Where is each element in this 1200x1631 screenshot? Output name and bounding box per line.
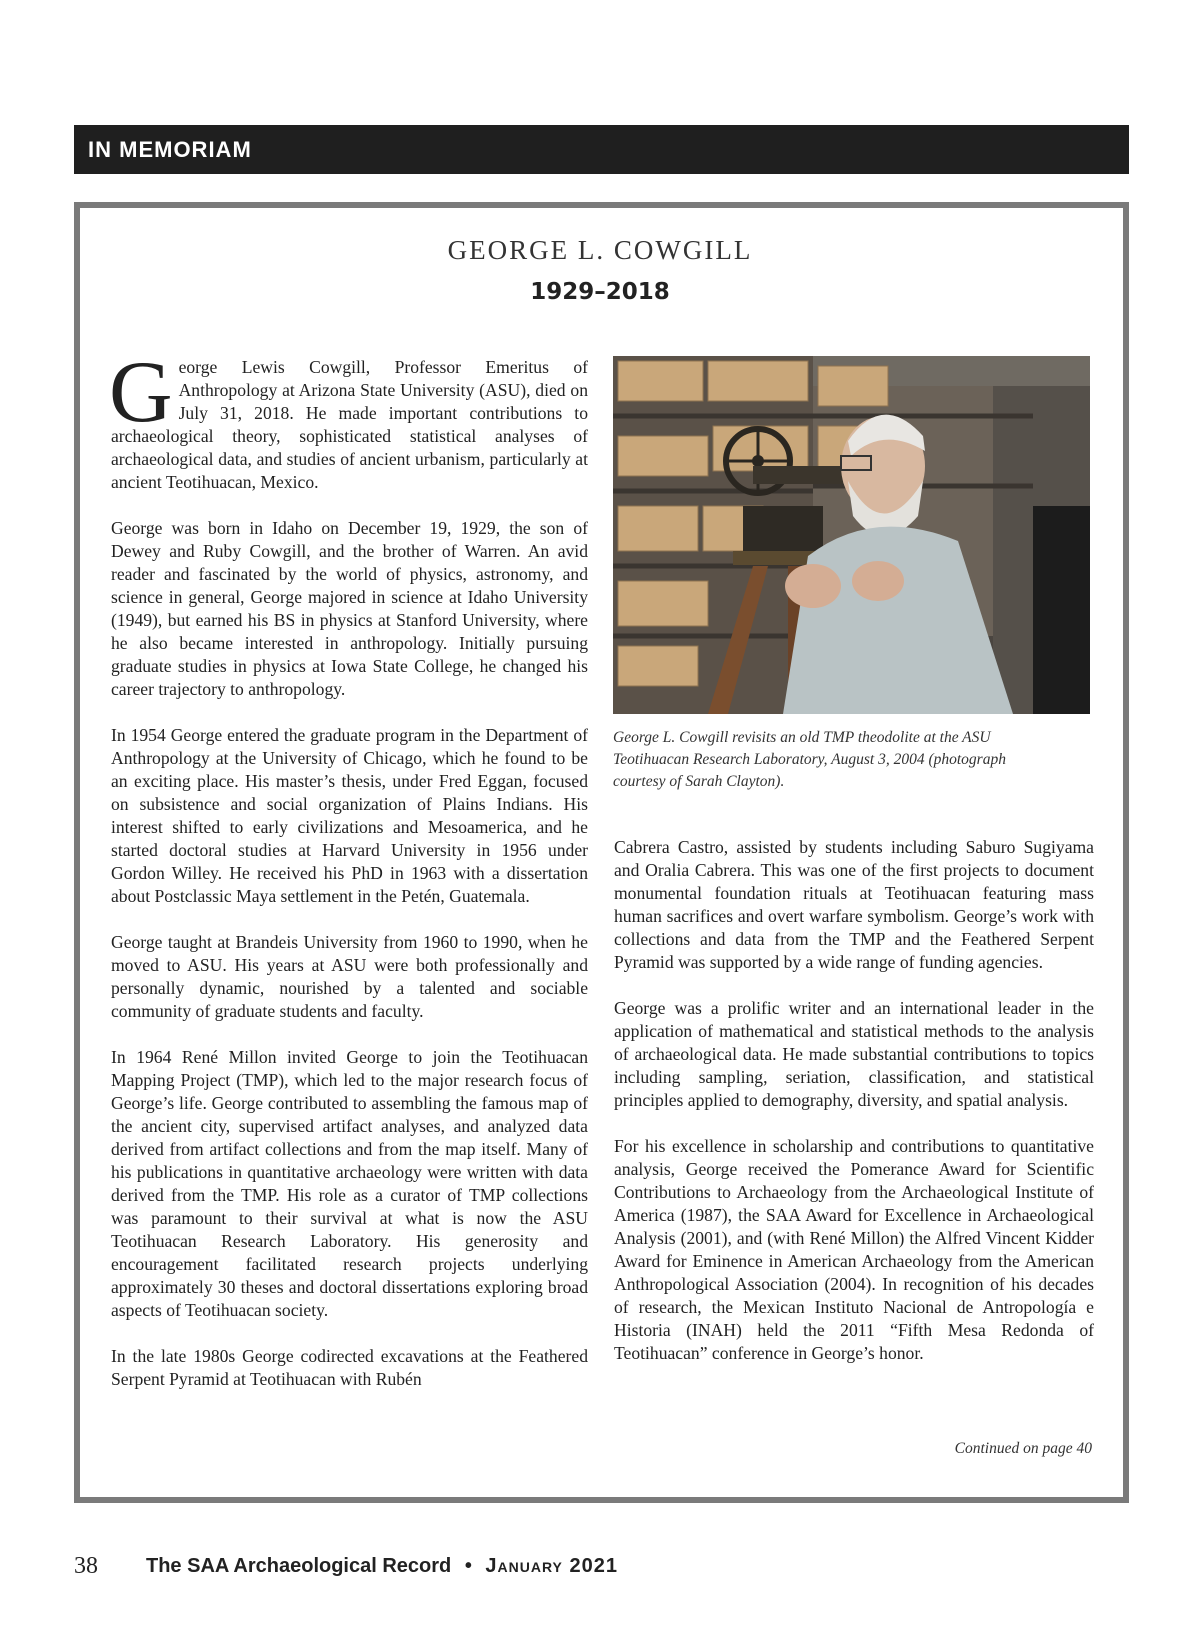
intro-paragraph [109, 344, 588, 494]
continued-note: Continued on page 40 [954, 1440, 1092, 1457]
life-years: 1929–2018 [530, 279, 670, 305]
body-paragraph: In the late 1980s George codirected excavations at the Feathered Serpent Pyramid at Teotihuacan with Rubén [111, 1346, 588, 1389]
issue-date: January 2021 [485, 1555, 618, 1577]
body-paragraph: George was born in Idaho on December 19, 1929, the son of Dewey and Ruby Cowgill, and the brother of Warren. An avid reader and fascinated by the world of physics, astronomy, and science in general, George majored in science at Idaho University (1949), but earned his BS in physics at Stanford University, where he also became interested in anthropology. Initially pursuing graduate studies in physics at Iowa State College, he changed his career trajectory to anthropology. [111, 518, 588, 699]
photo-illustration [613, 356, 1090, 714]
body-paragraph: In 1954 George entered the graduate program in the Department of Anthropology at the University of Chicago, which he found to be an exciting place. His master’s thesis, under Fred Eggan, focused on subsistence and social organization of Plains Indians. His interest shifted to early civilizations and Mesoamerica, and he started doctoral studies at Harvard University in 1956 under Gordon Willey. He received his PhD in 1963 with a dissertation about Postclassic Maya settlement in the Petén, Guatemala. [111, 725, 588, 906]
drop-cap: G [109, 344, 173, 441]
body-paragraph: Cabrera Castro, assisted by students including Saburo Sugiyama and Oralia Cabrera. This was one of the first projects to document monumental foundation rituals at Teotihuacan featuring mass human sacrifices and overt warfare symbolism. George’s work with collections and data from the TMP and the Feathered Serpent Pyramid was supported by a wide range of funding agencies. [614, 837, 1094, 972]
journal-name: The SAA Archaeological Record [146, 1555, 452, 1577]
body-paragraph: In 1964 René Millon invited George to join the Teotihuacan Mapping Project (TMP), which led to the major research focus of George’s life. George contributed to assembling the famous map of the ancient city, supervised artifact analyses, and analyzed data derived from artifact collections and from the map itself. Many of his publications in quantitative archaeology were written with data derived from the TMP. His role as a curator of TMP collections was paramount to their survival at what is now the ASU Teotihuacan Research Laboratory. His generosity and encouragement facilitated research projects underlying approximately 30 theses and doctoral dissertations exploring broad aspects of Teotihuacan society. [111, 1047, 588, 1320]
intro-text: eorge Lewis Cowgill, Professor Emeritus of Anthropology at Arizona State University (ASU), died on July 31, 2018. He made important contributions to archaeological theory, sophisticated statistical analyses of archaeological data, and studies of ancient urbanism, particularly at ancient Teotihuacan, Mexico. [111, 357, 588, 492]
body-paragraph: For his excellence in scholarship and contributions to quantitative analysis, George received the Pomerance Award for Scientific Contributions to Archaeology from the Archaeological Institute of America (1987), the SAA Award for Excellence in Archaeological Analysis (2001), and (with René Millon) the Alfred Vincent Kidder Award for Eminence in American Archaeology from the American Anthropological Association (2004). In recognition of his decades of research, the Mexican Instituto Nacional de Antropología e Historia (INAH) held the 2011 “Fifth Mesa Redonda of Teotihuacan” conference in George’s honor. [614, 1136, 1094, 1363]
photo-caption: George L. Cowgill revisits an old TMP theodolite at the ASU Teotihuacan Research Laboratory, August 3, 2004 (photograph courtesy of Sarah Clayton). [613, 729, 1006, 790]
section-header: IN MEMORIAM [74, 125, 1129, 174]
portrait-photo [613, 356, 1090, 714]
article-title: GEORGE L. COWGILL [447, 235, 753, 265]
footer-separator: • [464, 1555, 472, 1577]
left-column [109, 344, 588, 1414]
footer-journal [146, 1555, 618, 1578]
body-paragraph: George was a prolific writer and an international leader in the application of mathematical and statistical methods to the analysis of archaeological data. He made substantial contributions to topics including sampling, seriation, classification, and statistical principles applied to demography, diversity, and spatial analysis. [614, 998, 1094, 1110]
body-paragraph: George taught at Brandeis University from 1960 to 1990, when he moved to ASU. His years at ASU were both professionally and personally dynamic, nourished by a talented and sociable community of graduate students and faculty. [111, 932, 588, 1021]
right-column [614, 836, 1094, 1388]
page-number: 38 [74, 1553, 98, 1579]
